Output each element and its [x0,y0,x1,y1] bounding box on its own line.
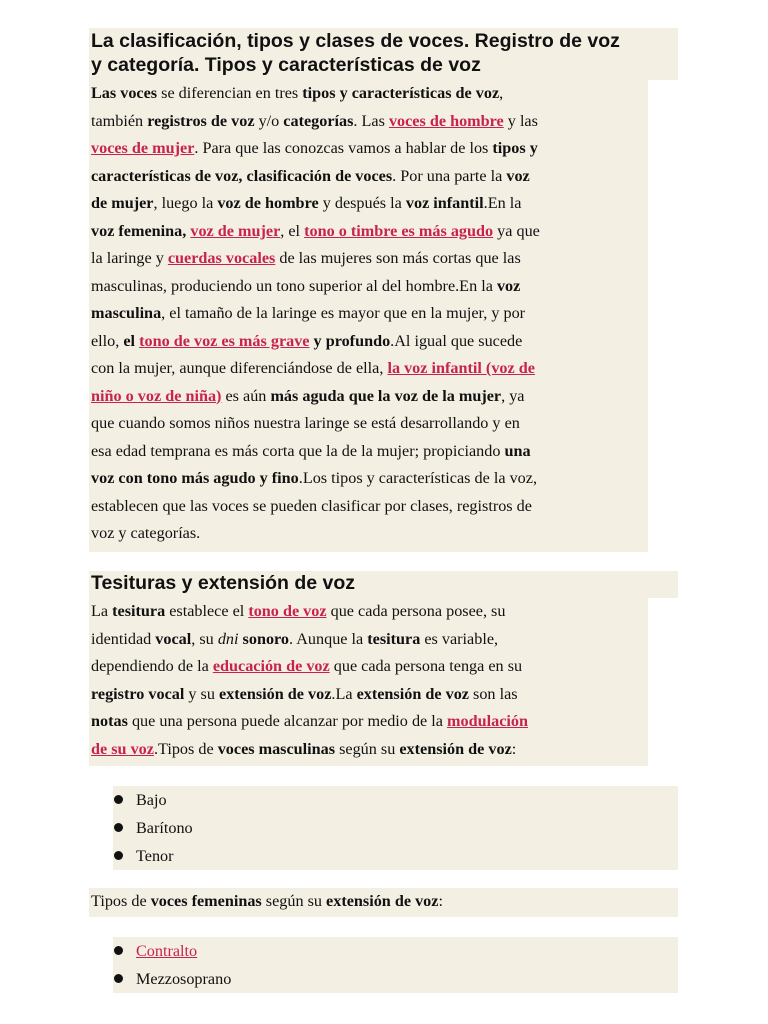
text: es variable, dependiendo de la [91,629,499,675]
text: y las [507,111,538,130]
list-item: Tenor [113,842,678,870]
article-title [89,28,678,80]
text: .Al igual que sucede con la mujer, aunque diferenciándose de ella, [91,331,523,377]
text: .Los tipos y características de la voz, establecen que las voces se pueden clasificar por clases, registros de voz y categorías. [91,469,537,542]
bold-text: registro vocal [91,684,185,703]
text: y/o [254,111,284,130]
bold-text: una voz con tono más agudo y fino [91,441,531,487]
bold-text: extensión de voz [219,684,332,703]
bold-text: tipos y características de voz [302,84,500,102]
bold-text: voz masculina [91,276,521,322]
text: establece el [165,602,249,620]
bold-text: tesitura [367,629,421,648]
female-voices-list [113,937,678,993]
list-item: Bajo [113,786,678,814]
text: .Tipos de [153,739,218,758]
text: que cada persona tenga en su [333,657,523,675]
text: de las mujeres son más cortas que las masculinas, produciendo un tono superior al del hombre.En la [91,249,521,295]
list-item: Mezzosoprano [113,965,678,993]
tesitura-paragraph [89,598,648,766]
bold-text: notas [91,712,128,730]
text: .En la [483,194,522,212]
text: Tipos de [91,892,151,910]
text: : [511,739,517,758]
bold-text: tipos y características de voz, clasificación de voces [91,139,538,185]
text: es aún [221,386,271,405]
text: ya que la laringe y [91,221,540,267]
bold-text: extensión de voz [399,739,512,758]
link-contralto[interactable]: Contralto [136,942,198,960]
bold-text: y profundo [309,331,391,350]
bold-text: voz infantil [405,194,484,212]
bold-text: voz femenina, [91,221,191,240]
text: se diferencian en tres [157,84,303,102]
text: , ya que cuando somos niños nuestra laringe se está desarrollando y en esa edad temprana es más corta que la de la mujer; propiciando [91,386,525,460]
bold-text: Las voces [91,84,158,102]
bold-text: voz de mujer [91,166,530,212]
link-educacion-de-voz[interactable]: educación de voz [212,657,330,675]
text: . Por una parte la [392,166,507,185]
text: que una persona puede alcanzar por medio de la [127,712,448,730]
article-title-line-1: La clasificación, tipos y clases de voces. Registro de voz [91,30,620,52]
article-title-line-2: y categoría. Tipos y características de voz [91,54,481,76]
text: , el [280,221,305,240]
list-item: Barítono [113,814,678,842]
intro-paragraph [89,80,648,552]
text: que cada persona posee, su identidad [91,602,506,648]
text: . Para que las conozcas vamos a hablar de los [194,139,493,157]
list-item [113,937,678,965]
text: , su [191,629,218,648]
link-modulacion-de-voz[interactable]: modulación de su voz [91,712,528,758]
female-voices-intro [89,888,678,917]
link-voces-de-hombre[interactable]: voces de hombre [388,111,504,130]
bold-text: extensión de voz [326,892,439,910]
text: . Aunque la [289,629,368,648]
link-cuerdas-vocales[interactable]: cuerdas vocales [167,249,276,267]
section-heading: Tesituras y extensión de voz [89,571,678,598]
bold-text: categorías [283,111,354,130]
text: : [438,892,443,910]
bold-text: extensión de voz [356,684,469,703]
text: y después la [318,194,406,212]
male-voices-list [113,786,678,870]
bold-text: voz de hombre [217,194,319,212]
bold-text: vocal [155,629,192,648]
text: , el tamaño de la laringe es mayor que en la mujer, y por ello, [91,304,526,350]
bold-text: registros de voz [147,111,255,130]
text: . Las [353,111,389,130]
text: son las [473,684,518,703]
link-voces-de-mujer[interactable]: voces de mujer [91,139,195,157]
bold-text: voces femeninas [150,892,262,910]
text: , también [91,84,504,130]
text: y su [184,684,219,703]
bold-text: más aguda que la voz de la mujer [270,386,502,405]
text: , luego la [153,194,218,212]
bold-text: voces masculinas [217,739,336,758]
italic-text: dni [217,629,239,648]
text: .La [331,684,357,703]
bold-text: el [123,331,140,350]
link-tono-agudo[interactable]: tono o timbre es más agudo [304,221,494,240]
text: según su [335,739,400,758]
link-voz-infantil[interactable]: la voz infantil (voz de niño o voz de niña) [91,359,535,405]
bold-text: tesitura [112,602,166,620]
link-tono-grave[interactable]: tono de voz es más grave [139,331,310,350]
link-tono-de-voz[interactable]: tono de voz [248,602,327,620]
text: según su [261,892,327,910]
text: La [91,602,113,620]
bold-text: sonoro [242,629,290,648]
link-voz-de-mujer[interactable]: voz de mujer [190,221,281,240]
